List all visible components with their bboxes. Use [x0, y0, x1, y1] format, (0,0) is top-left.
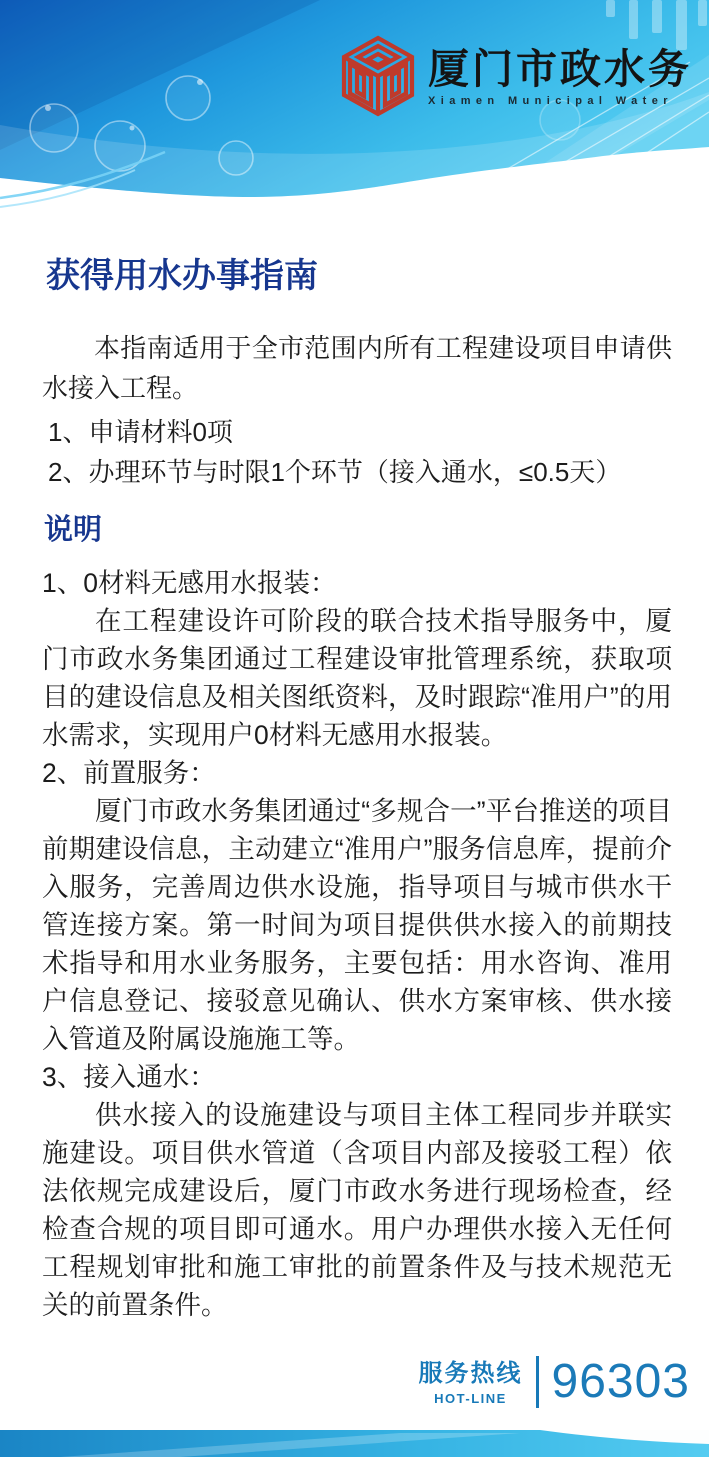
brand: [336, 34, 692, 118]
brand-name-en: Xiamen Municipal Water: [428, 94, 673, 107]
bottom-wave-band: [0, 1430, 709, 1457]
section-paragraph: 在工程建设许可阶段的联合技术指导服务中，厦门市政水务集团通过工程建设审批管理系统，获取项目的建设信息及相关图纸资料，及时跟踪“准用户”的用水需求，实现用户0材料无感用水报装。: [42, 606, 672, 750]
section-heading: 3、接入通水：: [42, 1062, 216, 1092]
brand-name-zh: 厦门市政水务: [428, 45, 692, 92]
hotline-divider: [536, 1356, 539, 1408]
list-item: 1、申请材料0项: [48, 417, 233, 447]
header: [0, 0, 709, 212]
section-heading: 2、前置服务：: [42, 758, 216, 788]
main-content: [0, 252, 709, 1324]
explanation-article: [42, 564, 672, 1324]
quick-facts-list: [42, 412, 672, 492]
section-title: 说明: [44, 514, 103, 546]
hotline-label: [419, 1359, 523, 1406]
intro-paragraph: 本指南适用于全市范围内所有工程建设项目申请供水接入工程。: [42, 333, 672, 403]
brand-text: [428, 46, 692, 107]
maze-cube-logo-icon: [336, 34, 420, 118]
hotline-block: [419, 1356, 690, 1408]
section-heading: 1、0材料无感用水报装：: [42, 568, 337, 598]
section-paragraph: 供水接入的设施建设与项目主体工程同步并联实施建设。项目供水管道（含项目内部及接驳工程）依法依规完成建设后，厦门市政水务进行现场检查，经检查合规的项目即可通水。用户办理供水接入无任何工程规划审批和施工审批的前置条件及与技术规范无关的前置条件。: [42, 1100, 672, 1320]
hotline-label-zh: 服务热线: [418, 1359, 523, 1387]
hotline-number: 96303: [551, 1355, 690, 1408]
page-title: 获得用水办事指南: [46, 257, 318, 295]
list-item: 2、办理环节与时限1个环节（接入通水，≤0.5天）: [48, 457, 622, 487]
hotline-label-en: HOT-LINE: [434, 1390, 507, 1406]
section-paragraph: 厦门市政水务集团通过“多规合一”平台推送的项目前期建设信息，主动建立“准用户”服务信息库，提前介入服务，完善周边供水设施，指导项目与城市供水干管连接方案。第一时间为项目提供供水接入的前期技术指导和用水业务服务，主要包括：用水咨询、准用户信息登记、接驳意见确认、供水方案审核、供水接入管道及附属设施施工等。: [42, 796, 672, 1054]
